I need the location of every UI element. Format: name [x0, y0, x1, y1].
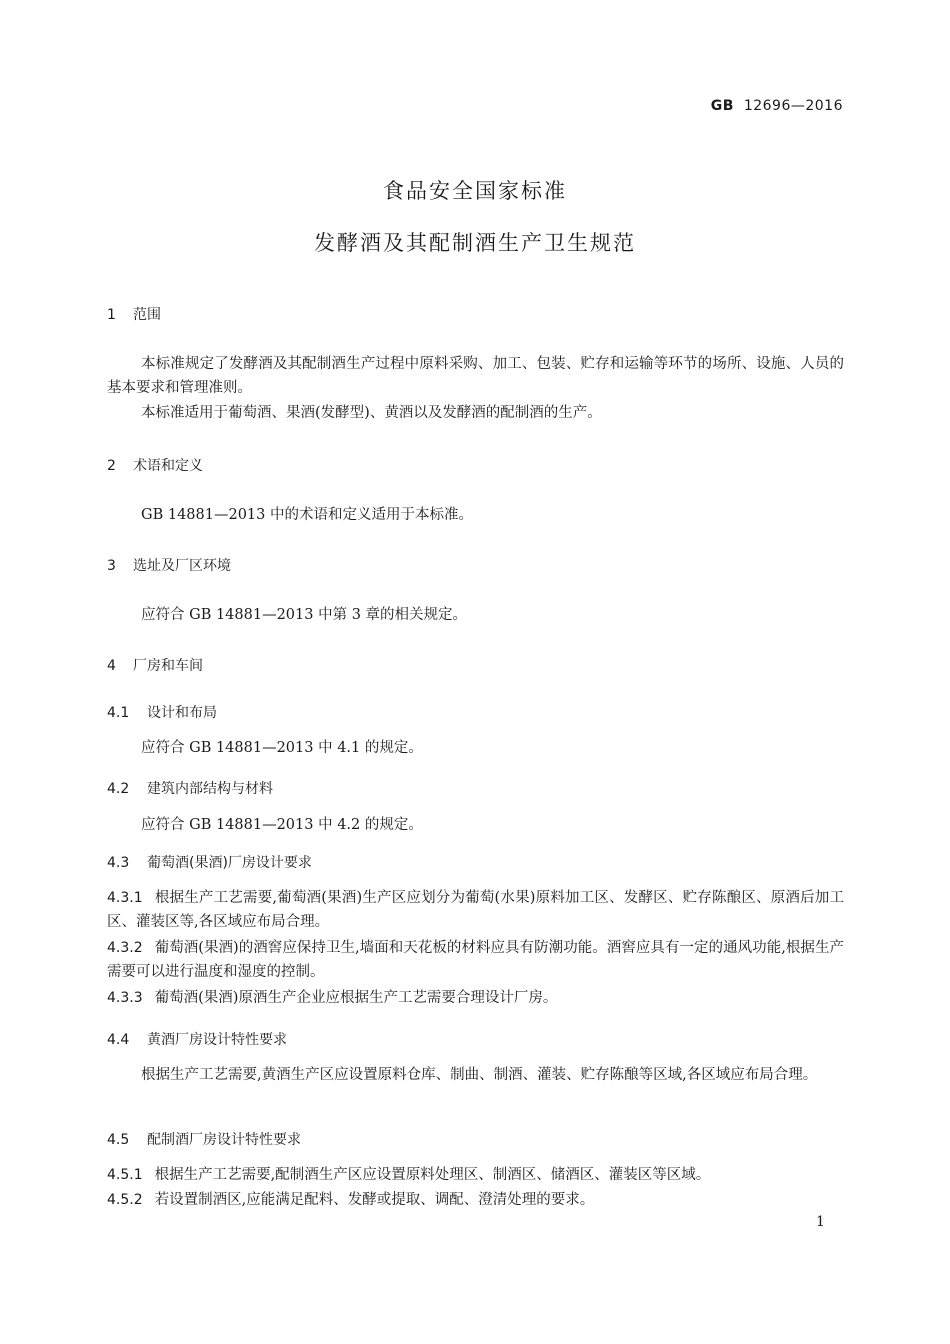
clause-4-5-1	[107, 1163, 844, 1187]
section-number: 4.3	[107, 855, 130, 871]
page-number: 1	[816, 1214, 825, 1230]
clause-number: 4.3.1	[107, 890, 143, 906]
clause-number: 4.3.3	[107, 990, 143, 1006]
clause-text: 若设置制酒区,应能满足配料、发酵或提取、调配、澄清处理的要求。	[154, 1192, 595, 1208]
clause-number: 4.5.2	[107, 1192, 143, 1208]
section-4-4-heading	[107, 1029, 287, 1049]
clause-number: 4.5.1	[107, 1167, 143, 1183]
section-title: 配制酒厂房设计特性要求	[147, 1132, 301, 1148]
section-number: 4.1	[107, 705, 130, 721]
section-title: 设计和布局	[147, 705, 217, 721]
section-3-heading	[107, 555, 231, 575]
section-4-2-heading	[107, 778, 273, 798]
section-title: 范围	[133, 307, 161, 323]
clause-4-3-2	[107, 936, 844, 984]
section-number: 4.5	[107, 1132, 130, 1148]
section-4-3-heading	[107, 852, 312, 872]
clause-text: 根据生产工艺需要,配制酒生产区应设置原料处理区、制酒区、储酒区、灌装区等区域。	[154, 1167, 711, 1183]
document-title-line1: 食品安全国家标准	[383, 179, 567, 203]
section-number: 1	[107, 307, 116, 323]
clause-text: 葡萄酒(果酒)原酒生产企业应根据生产工艺需要合理设计厂房。	[154, 990, 558, 1006]
clause-number: 4.3.2	[107, 940, 143, 956]
clause-text: 根据生产工艺需要,葡萄酒(果酒)生产区应划分为葡萄(水果)原料加工区、发酵区、贮存陈酿区、原酒后加工区、灌装区等,各区域应布局合理。	[107, 890, 844, 930]
section-title: 建筑内部结构与材料	[147, 781, 273, 797]
section-title: 选址及厂区环境	[133, 558, 231, 574]
document-title-line2: 发酵酒及其配制酒生产卫生规范	[314, 231, 636, 255]
section-number: 2	[107, 458, 116, 474]
section-number: 4	[107, 658, 116, 674]
section-4-5-heading	[107, 1129, 301, 1149]
section-1-paragraph-1: 本标准规定了发酵酒及其配制酒生产过程中原料采购、加工、包装、贮存和运输等环节的场所、设施、人员的基本要求和管理准则。	[107, 356, 844, 396]
clause-4-3-3	[107, 986, 844, 1010]
section-4-heading	[107, 655, 203, 675]
section-4-2-paragraph: 应符合 GB 14881—2013 中 4.2 的规定。	[141, 817, 423, 833]
clause-4-3-1	[107, 886, 844, 934]
section-4-4-paragraph: 根据生产工艺需要,黄酒生产区应设置原料仓库、制曲、制酒、灌装、贮存陈酿等区域,各区域应布局合理。	[141, 1067, 818, 1083]
section-4-1-paragraph: 应符合 GB 14881—2013 中 4.1 的规定。	[141, 740, 423, 756]
standard-number	[711, 98, 843, 114]
section-1-paragraph-2: 本标准适用于葡萄酒、果酒(发酵型)、黄酒以及发酵酒的配制酒的生产。	[141, 405, 602, 421]
clause-text: 葡萄酒(果酒)的酒窖应保持卫生,墙面和天花板的材料应具有防潮功能。酒窖应具有一定的通风功能,根据生产需要可以进行温度和湿度的控制。	[107, 940, 844, 980]
section-title: 葡萄酒(果酒)厂房设计要求	[147, 855, 312, 871]
section-1-heading	[107, 304, 161, 324]
section-2-heading	[107, 455, 203, 475]
section-number: 4.2	[107, 781, 130, 797]
section-title: 厂房和车间	[133, 658, 203, 674]
standard-prefix: GB	[710, 98, 734, 114]
standard-code: 12696—2016	[743, 98, 843, 114]
section-number: 3	[107, 558, 116, 574]
clause-4-5-2	[107, 1188, 844, 1212]
section-3-paragraph: 应符合 GB 14881—2013 中第 3 章的相关规定。	[141, 607, 468, 623]
section-2-paragraph: GB 14881—2013 中的术语和定义适用于本标准。	[141, 507, 473, 523]
section-4-1-heading	[107, 702, 217, 722]
section-number: 4.4	[107, 1032, 130, 1048]
section-title: 黄酒厂房设计特性要求	[147, 1032, 287, 1048]
section-title: 术语和定义	[133, 458, 203, 474]
